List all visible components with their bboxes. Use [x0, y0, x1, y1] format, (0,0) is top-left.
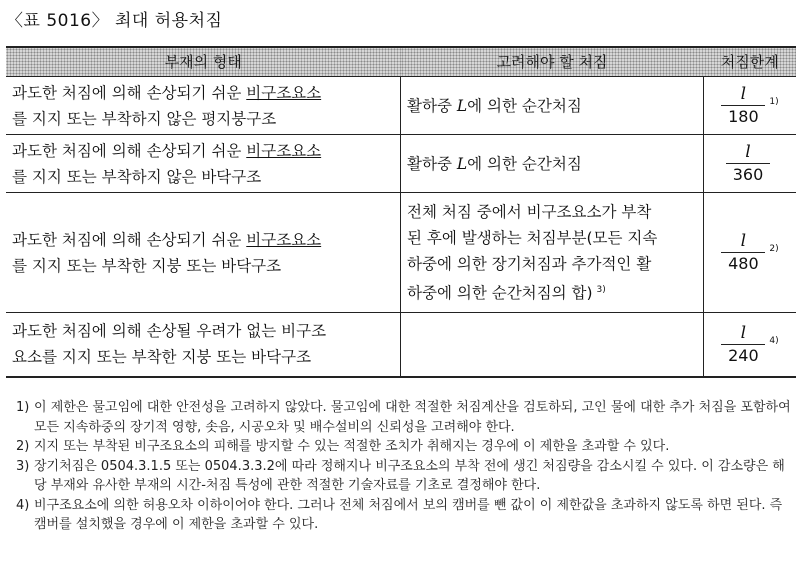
footnote-ref: 3): [596, 284, 606, 295]
footnote-ref: 1): [769, 96, 779, 107]
deflection-cell: [401, 313, 704, 377]
header-limit: 처짐한계: [704, 47, 797, 77]
table-row: [6, 313, 796, 377]
footnote-item: 4) 비구조요소에 의한 허용오차 이하이어야 한다. 그러나 전체 처짐에서 보의 캠버를 뺀 값이 이 제한값을 초과하지 않도록 하면 된다. 즉 캠버를 설치했을 경우에 이 제한을 초과할 수 있다.: [16, 497, 783, 532]
footnote-item: 1) 이 제한은 물고임에 대한 안전성을 고려하지 않았다. 물고임에 대한 적절한 처짐계산을 검토하되, 고인 물에 대한 추가 처짐을 포함하여 모든 지속하중의 장기적 영향, 솟음, 시공오차 및 배수설비의 신뢰성을 고려해야 한다.: [16, 400, 791, 435]
deflection-limit-table: [6, 46, 796, 378]
header-deflection: 고려해야 할 처짐: [401, 47, 704, 77]
non-structural-element-term: 비구조요소: [246, 230, 322, 249]
limit-cell: [704, 313, 797, 377]
member-form-cell: 과도한 처짐에 의해 손상되기 쉬운 비구조요소 를 지지 또는 부착한 지붕 또는 바닥구조: [6, 193, 401, 313]
limit-fraction: $\frac{l}{480}$: [721, 233, 765, 272]
footnote-item: 3) 장기처짐은 0504.3.1.5 또는 0504.3.3.2에 따라 정해지나 비구조요소의 부착 전에 생긴 처짐량을 감소시킬 수 있다. 이 감소량은 해당 부재와 유사한 부재의 시간-처짐 특성에 관한 적절한 기술자료를 기초로 결정해야 한다.: [16, 458, 785, 493]
table-row: [6, 193, 796, 313]
limit-fraction: $\frac{l}{180}$: [721, 86, 765, 125]
header-member-form: 부재의 형태: [6, 47, 401, 77]
footnote-ref: 2): [769, 243, 779, 254]
table-row: [6, 135, 796, 193]
deflection-cell: 전체 처짐 중에서 비구조요소가 부착 된 후에 발생하는 처짐부분(모든 지속 하중에 의한 장기처짐과 추가적인 활 하중에 의한 순간처짐의 합) $^{3)}$: [401, 193, 704, 313]
footnote-item: 2) 지지 또는 부착된 비구조요소의 피해를 방지할 수 있는 적절한 조치가 취해지는 경우에 이 제한을 초과할 수 있다.: [16, 439, 670, 454]
limit-cell: [704, 77, 797, 135]
non-structural-element-term: 비구조요소: [246, 141, 322, 160]
non-structural-element-term: 비구조요소: [246, 83, 322, 102]
table-header-row: [6, 47, 796, 77]
limit-fraction: $\frac{l}{240}$: [721, 325, 765, 364]
footnotes: [16, 398, 796, 535]
footnote-ref: 4): [769, 335, 779, 346]
limit-cell: [704, 193, 797, 313]
limit-cell: [704, 135, 797, 193]
deflection-cell: 활하중 L에 의한 순간처짐: [401, 135, 704, 193]
table-caption: 〈표 5016〉 최대 허용처짐: [6, 11, 223, 31]
limit-fraction: $\frac{l}{360}$: [726, 144, 770, 183]
table-row: [6, 77, 796, 135]
member-form-cell: 과도한 처짐에 의해 손상되기 쉬운 비구조요소 를 지지 또는 부착하지 않은 평지붕구조: [6, 77, 401, 135]
deflection-cell: 활하중 L에 의한 순간처짐: [401, 77, 704, 135]
member-form-cell: 과도한 처짐에 의해 손상되기 쉬운 비구조요소 를 지지 또는 부착하지 않은 바닥구조: [6, 135, 401, 193]
member-form-cell: 과도한 처짐에 의해 손상될 우려가 없는 비구조 요소를 지지 또는 부착한 지붕 또는 바닥구조: [6, 313, 401, 377]
